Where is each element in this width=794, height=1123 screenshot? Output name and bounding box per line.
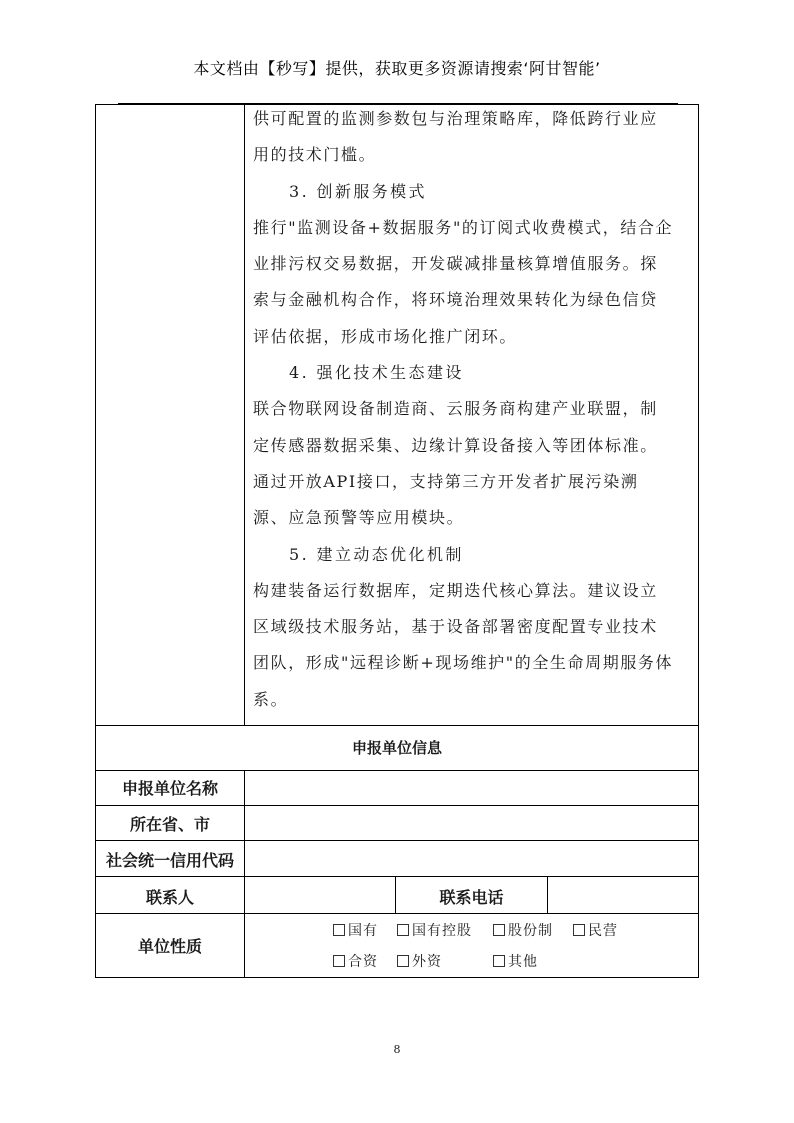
row-line <box>95 805 699 806</box>
paragraph-line: 联合物联网设备制造商、云服务商构建产业联盟，制 <box>253 399 658 419</box>
location-label: 所在省、市 <box>129 815 210 834</box>
paragraph-line: 通过开放API接口，支持第三方开发者扩展污染溯 <box>253 471 639 491</box>
row-line <box>95 876 699 877</box>
checkbox-icon[interactable] <box>573 924 585 936</box>
option-state-holding[interactable]: 国有控股 <box>397 920 472 940</box>
checkbox-icon[interactable] <box>493 924 505 936</box>
paragraph-line: 索与金融机构合作，将环境治理效果转化为绿色信贷 <box>253 290 658 310</box>
paragraph-line: 源、应急预警等应用模块。 <box>253 508 465 528</box>
checkbox-icon[interactable] <box>333 955 345 967</box>
option-foreign[interactable]: 外资 <box>397 951 442 971</box>
option-joint-stock[interactable]: 股份制 <box>493 920 553 940</box>
section-heading: 5. 建立动态优化机制 <box>289 544 464 564</box>
section-heading: 4. 强化技术生态建设 <box>289 363 464 383</box>
left-column-divider <box>244 104 245 726</box>
option-other[interactable]: 其他 <box>493 951 538 971</box>
phone-label: 联系电话 <box>439 888 504 907</box>
paragraph-line: 团队，形成"远程诊断+现场维护"的全生命周期服务体 <box>253 653 674 673</box>
content-text <box>253 101 693 718</box>
contact-label: 联系人 <box>145 888 194 907</box>
paragraph-line: 业排污权交易数据，开发碳减排量核算增值服务。探 <box>253 254 658 274</box>
checkbox-icon[interactable] <box>397 924 409 936</box>
paragraph-line: 用的技术门槛。 <box>253 145 377 165</box>
paragraph-line: 定传感器数据采集、边缘计算设备接入等团体标准。 <box>253 435 658 455</box>
paragraph-line: 构建装备运行数据库，定期迭代核心算法。建议设立 <box>253 580 658 600</box>
section-heading: 3. 创新服务模式 <box>289 181 427 201</box>
paragraph-line: 区域级技术服务站，基于设备部署密度配置专业技术 <box>253 617 658 637</box>
option-state-owned[interactable]: 国有 <box>333 920 378 940</box>
nature-label: 单位性质 <box>137 937 202 956</box>
section-title: 申报单位信息 <box>351 739 442 757</box>
option-private[interactable]: 民营 <box>573 920 618 940</box>
checkbox-icon[interactable] <box>333 924 345 936</box>
checkbox-icon[interactable] <box>493 955 505 967</box>
paragraph-line: 推行"监测设备+数据服务"的订阅式收费模式，结合企 <box>253 217 674 237</box>
paragraph-line: 供可配置的监测参数包与治理策略库，降低跨行业应 <box>253 109 658 128</box>
checkbox-icon[interactable] <box>397 955 409 967</box>
paragraph-line: 系。 <box>253 689 289 709</box>
paragraph-line: 评估依据，形成市场化推广闭环。 <box>253 326 518 346</box>
option-joint-venture[interactable]: 合资 <box>333 951 378 971</box>
contact-divider <box>547 876 548 914</box>
document-header: 本文档由【秒写】提供，获取更多资源请搜索‘阿甘智能’ <box>193 59 601 78</box>
row-line <box>95 977 699 978</box>
form-outer-right <box>698 770 699 978</box>
page-number: 8 <box>393 1043 401 1056</box>
row-line <box>95 840 699 841</box>
credit-code-label: 社会统一信用代码 <box>105 851 234 870</box>
unit-name-label: 申报单位名称 <box>121 779 218 798</box>
row-line <box>95 913 699 914</box>
